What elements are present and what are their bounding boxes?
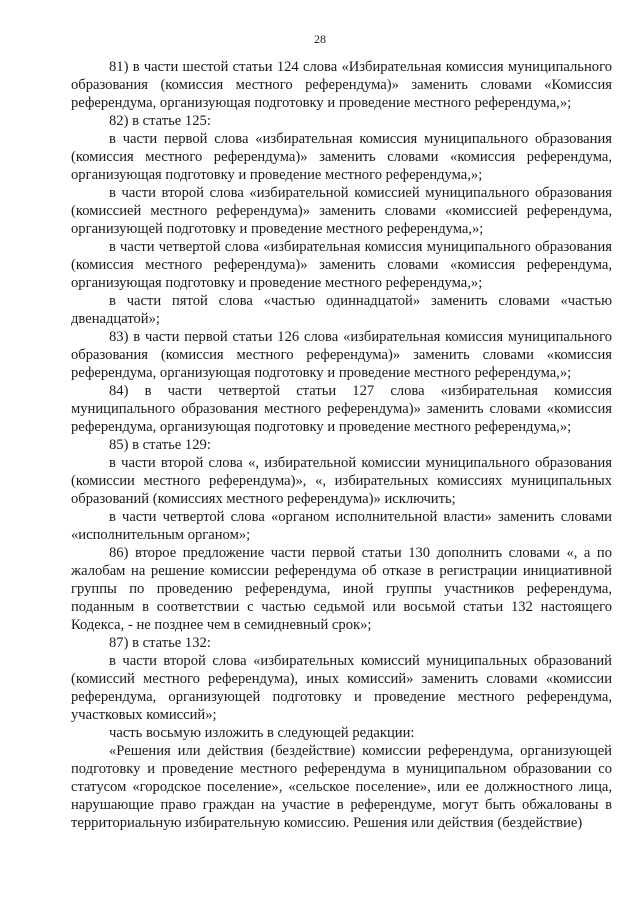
paragraph-85-heading: 85) в статье 129: [109,437,211,453]
paragraph-82-part-1: в части первой слова «избирательная комиссия муниципального образования (комиссия местного референдума)» заменить словами «комиссия референдума, организующая подготовку и проведение местного референдума,»; [71,131,612,183]
page-number: 28 [314,32,326,46]
paragraph-87-heading: 87) в статье 132: [109,635,211,651]
paragraph-83: 83) в части первой статьи 126 слова «избирательная комиссия муниципального образования (комиссия местного референдума)» заменить словами «комиссия референдума, организующая подготовку и проведение местного референдума,»; [71,329,612,381]
document-body [71,58,612,832]
paragraph-82-heading: 82) в статье 125: [109,113,211,129]
paragraph-87-part-2: в части второй слова «избирательных комиссий муниципальных образований (комиссий местного референдума), иных комиссий» заменить словами «комиссии референдума, организующей подготовку и проведение местного референдума, участковых комиссий»; [71,653,612,723]
paragraph-86: 86) второе предложение части первой статьи 130 дополнить словами «, а по жалобам на решение комиссии референдума об отказе в регистрации инициативной группы по проведению референдума, иной группы участников референдума, поданным в соответствии с частью седьмой или восьмой статьи 132 настоящего Кодекса, - не позднее чем в семидневный срок»; [71,545,612,633]
paragraph-87-part-8-intro: часть восьмую изложить в следующей редакции: [109,725,415,741]
paragraph-87-part-8-text: «Решения или действия (бездействие) комиссии референдума, организующей подготовку и проведение местного референдума в муниципальном образовании со статусом «городское поселение», «сельское поселение», или ее должностного лица, нарушающие право граждан на участие в референдуме, могут быть обжалованы в территориальную избирательную комиссию. Решения или действия (бездействие) [71,743,612,831]
paragraph-82-part-4: в части четвертой слова «избирательная комиссия муниципального образования (комиссия местного референдума)» заменить словами «комиссия референдума, организующая подготовку и проведение местного референдума,»; [71,239,612,291]
paragraph-85-part-4: в части четвертой слова «органом исполнительной власти» заменить словами «исполнительным органом»; [71,509,612,543]
paragraph-85-part-2: в части второй слова «, избирательной комиссии муниципального образования (комиссии местного референдума)», «, избирательных комиссиях муниципальных образований (комиссиях местного референдума)» исключить; [71,455,612,507]
paragraph-82-part-5: в части пятой слова «частью одиннадцатой» заменить словами «частью двенадцатой»; [71,293,612,327]
paragraph-81: 81) в части шестой статьи 124 слова «Избирательная комиссия муниципального образования (комиссия местного референдума)» заменить словами «Комиссия референдума, организующая подготовку и проведение местного референдума,»; [71,59,612,111]
paragraph-82-part-2: в части второй слова «избирательной комиссией муниципального образования (комиссией местного референдума)» заменить словами «комиссией референдума, организующей подготовку и проведение местного референдума,»; [71,185,612,237]
paragraph-84: 84) в части четвертой статьи 127 слова «избирательная комиссия муниципального образования местного референдума)» заменить словами «комиссия референдума, организующая подготовку и проведение местного референдума,»; [71,383,612,435]
